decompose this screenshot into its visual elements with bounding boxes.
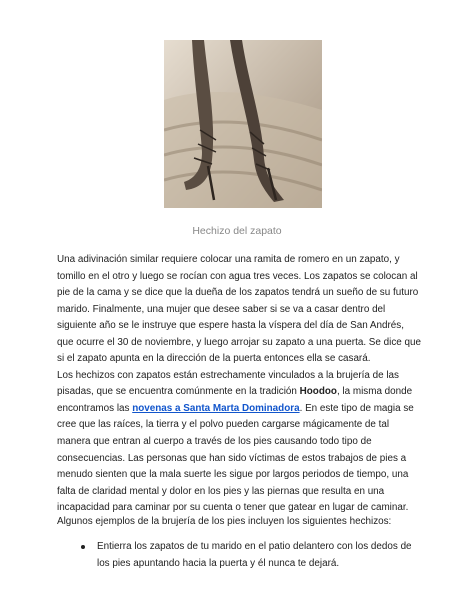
paragraph-2-text-mid: , la misma donde encontramos las	[57, 386, 413, 414]
photo-caption: Hechizo del zapato	[192, 225, 282, 237]
paragraph-2-text-start: Los hechizos con zapatos están estrechamente vinculados a la brujería de las pisadas, que se encuentra comúnmente en la tradición	[57, 369, 399, 398]
examples-intro: Algunos ejemplos de la brujería de los pies incluyen los siguientes hechizos:	[57, 516, 392, 527]
shoe-spell-photo	[164, 40, 322, 208]
legs-illustration	[164, 40, 322, 208]
list-item	[78, 539, 423, 572]
body-paragraph	[57, 252, 423, 517]
paragraph-1-text: Una adivinación similar requiere colocar una ramita de romero en un zapato, y tomillo en el otro y luego se rocían con agua tres veces. Los zapatos se colocan al pie de la cama y se dice que la dueña de los zapatos tendrá un sueño de su futuro marido. Finalmente, una mujer que desee saber si se va a casar dentro del siguiente año se le instruye que espere hasta la víspera del día de San Andrés, que ocurre el 30 de noviembre, y luego arrojar su zapato a una puerta. Se dice que si el zapato apunta en la dirección de la puerta entonces ella se casará.	[57, 254, 421, 365]
novenas-link[interactable]: novenas a Santa Marta Dominadora	[132, 402, 300, 414]
spell-list	[78, 539, 423, 572]
hoodoo-bold: Hoodoo	[299, 386, 337, 398]
list-item-text: Entierra los zapatos de tu marido en el patio delantero con los dedos de los pies apuntando hacia la puerta y él nunca te dejará.	[97, 541, 412, 569]
paragraph-2-text-end: . En este tipo de magia se cree que las raíces, la tierra y el polvo pueden cargarse mágicamente de tal manera que entran al cuerpo a través de los pies causando todo tipo de consecuencias. Las personas que han sido víctimas de estos trabajos de pies a menudo sienten que la mala suerte les sigue por largos periodos de tiempo, una falta de claridad mental y dolor en los pies y las piernas que resulta en una incapacidad para caminar por su cuenta o tener que gatear en lugar de caminar.	[57, 402, 414, 514]
bullet-icon	[81, 545, 85, 549]
